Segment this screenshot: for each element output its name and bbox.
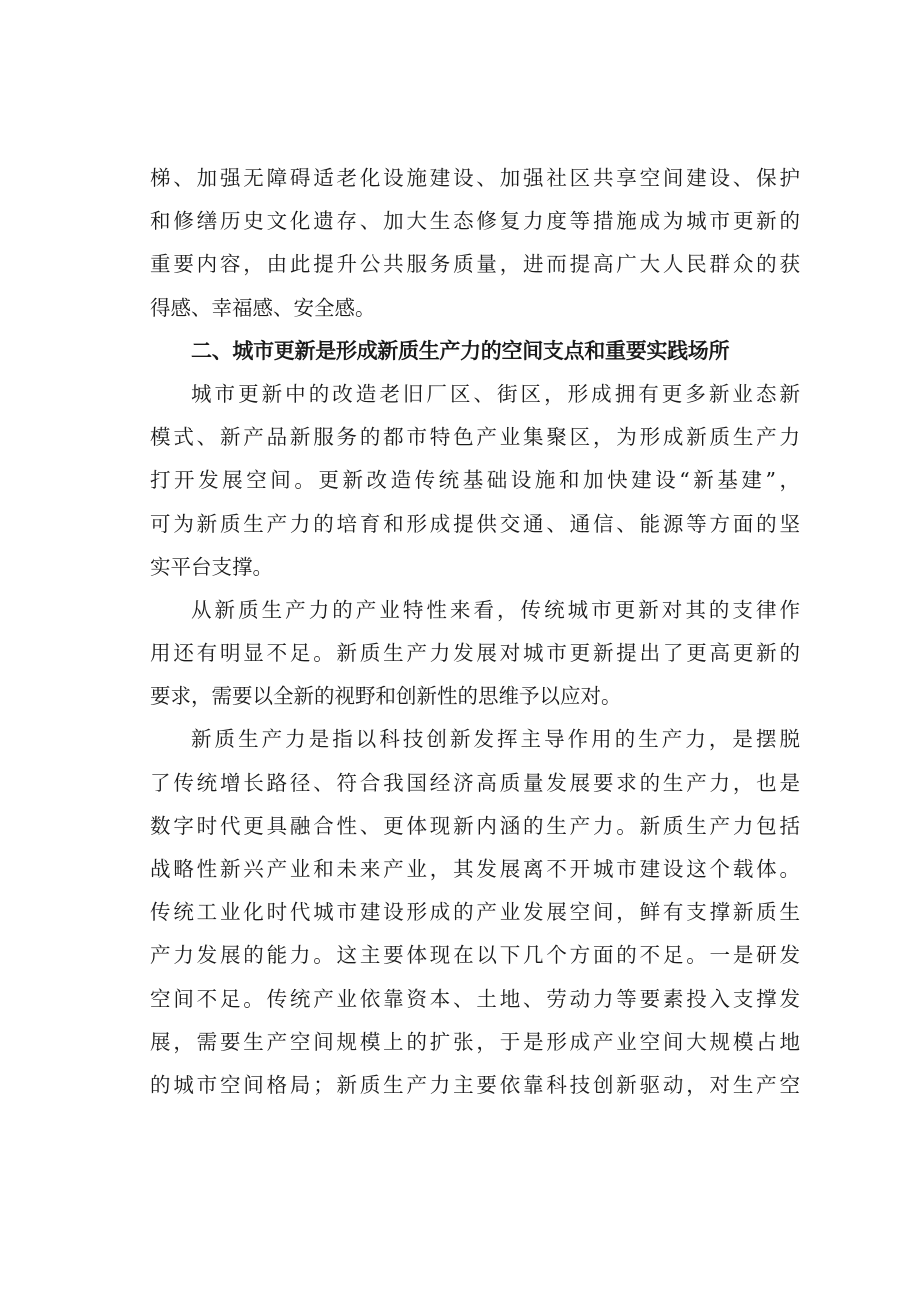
text-line: 战略性新兴产业和未来产业，其发展离不开城市建设这个载体。 — [150, 857, 800, 881]
text-line: 了传统增长路径、符合我国经济高质量发展要求的生产力，也是 — [150, 770, 800, 795]
paragraph-4 — [150, 718, 800, 1107]
paragraph-1 — [150, 157, 800, 330]
text-line: 从新质生产力的产业特性来看，传统城市更新对其的支律作 — [191, 597, 800, 622]
paragraph-2 — [150, 373, 800, 589]
text-line: 产力发展的能力。这主要体现在以下几个方面的不足。一是研发 — [150, 943, 800, 968]
text-line: 城市更新中的改造老旧厂区、街区，形成拥有更多新业态新 — [191, 381, 800, 406]
text-line: 得感、幸福感、安全感。 — [150, 295, 376, 320]
text-line: 重要内容，由此提升公共服务质量，进而提高广大人民群众的获 — [150, 252, 800, 277]
text-line: 新质生产力是指以科技创新发挥主导作用的生产力，是摆脱 — [191, 727, 800, 752]
text-line: 要求，需要以全新的视野和创新性的思维予以应对。 — [150, 684, 622, 709]
text-line: 梯、加强无障碍适老化设施建设、加强社区共享空间建设、保护 — [150, 166, 800, 190]
text-line: 传统工业化时代城市建设形成的产业发展空间，鲜有支撑新质生 — [150, 900, 800, 925]
text-line: 和修缮历史文化遗存、加大生态修复力度等措施成为城市更新的 — [150, 209, 800, 234]
text-line: 模式、新产品新服务的都市特色产业集聚区，为形成新质生产力 — [150, 425, 800, 450]
section-heading: 二、城市更新是形成新质生产力的空间支点和重要实践场所 — [191, 338, 730, 363]
text-line: 可为新质生产力的培育和形成提供交通、通信、能源等方面的坚 — [150, 511, 800, 536]
text-line: 打开发展空间。更新改造传统基础设施和加快建设“新基建”， — [150, 468, 800, 493]
document-page — [150, 157, 800, 1107]
text-line: 的城市空间格局；新质生产力主要依靠科技创新驱动，对生产空 — [150, 1072, 800, 1097]
text-line: 实平台支撑。 — [150, 554, 273, 579]
paragraph-3 — [150, 589, 800, 719]
text-line: 空间不足。传统产业依靠资本、土地、劳动力等要素投入支撑发 — [150, 986, 800, 1011]
text-line: 用还有明显不足。新质生产力发展对城市更新提出了更高更新的 — [150, 641, 800, 666]
text-line: 展，需要生产空间规模上的扩张，于是形成产业空间大规模占地 — [150, 1029, 800, 1054]
text-line: 数字时代更具融合性、更体现新内涵的生产力。新质生产力包括 — [150, 813, 800, 838]
